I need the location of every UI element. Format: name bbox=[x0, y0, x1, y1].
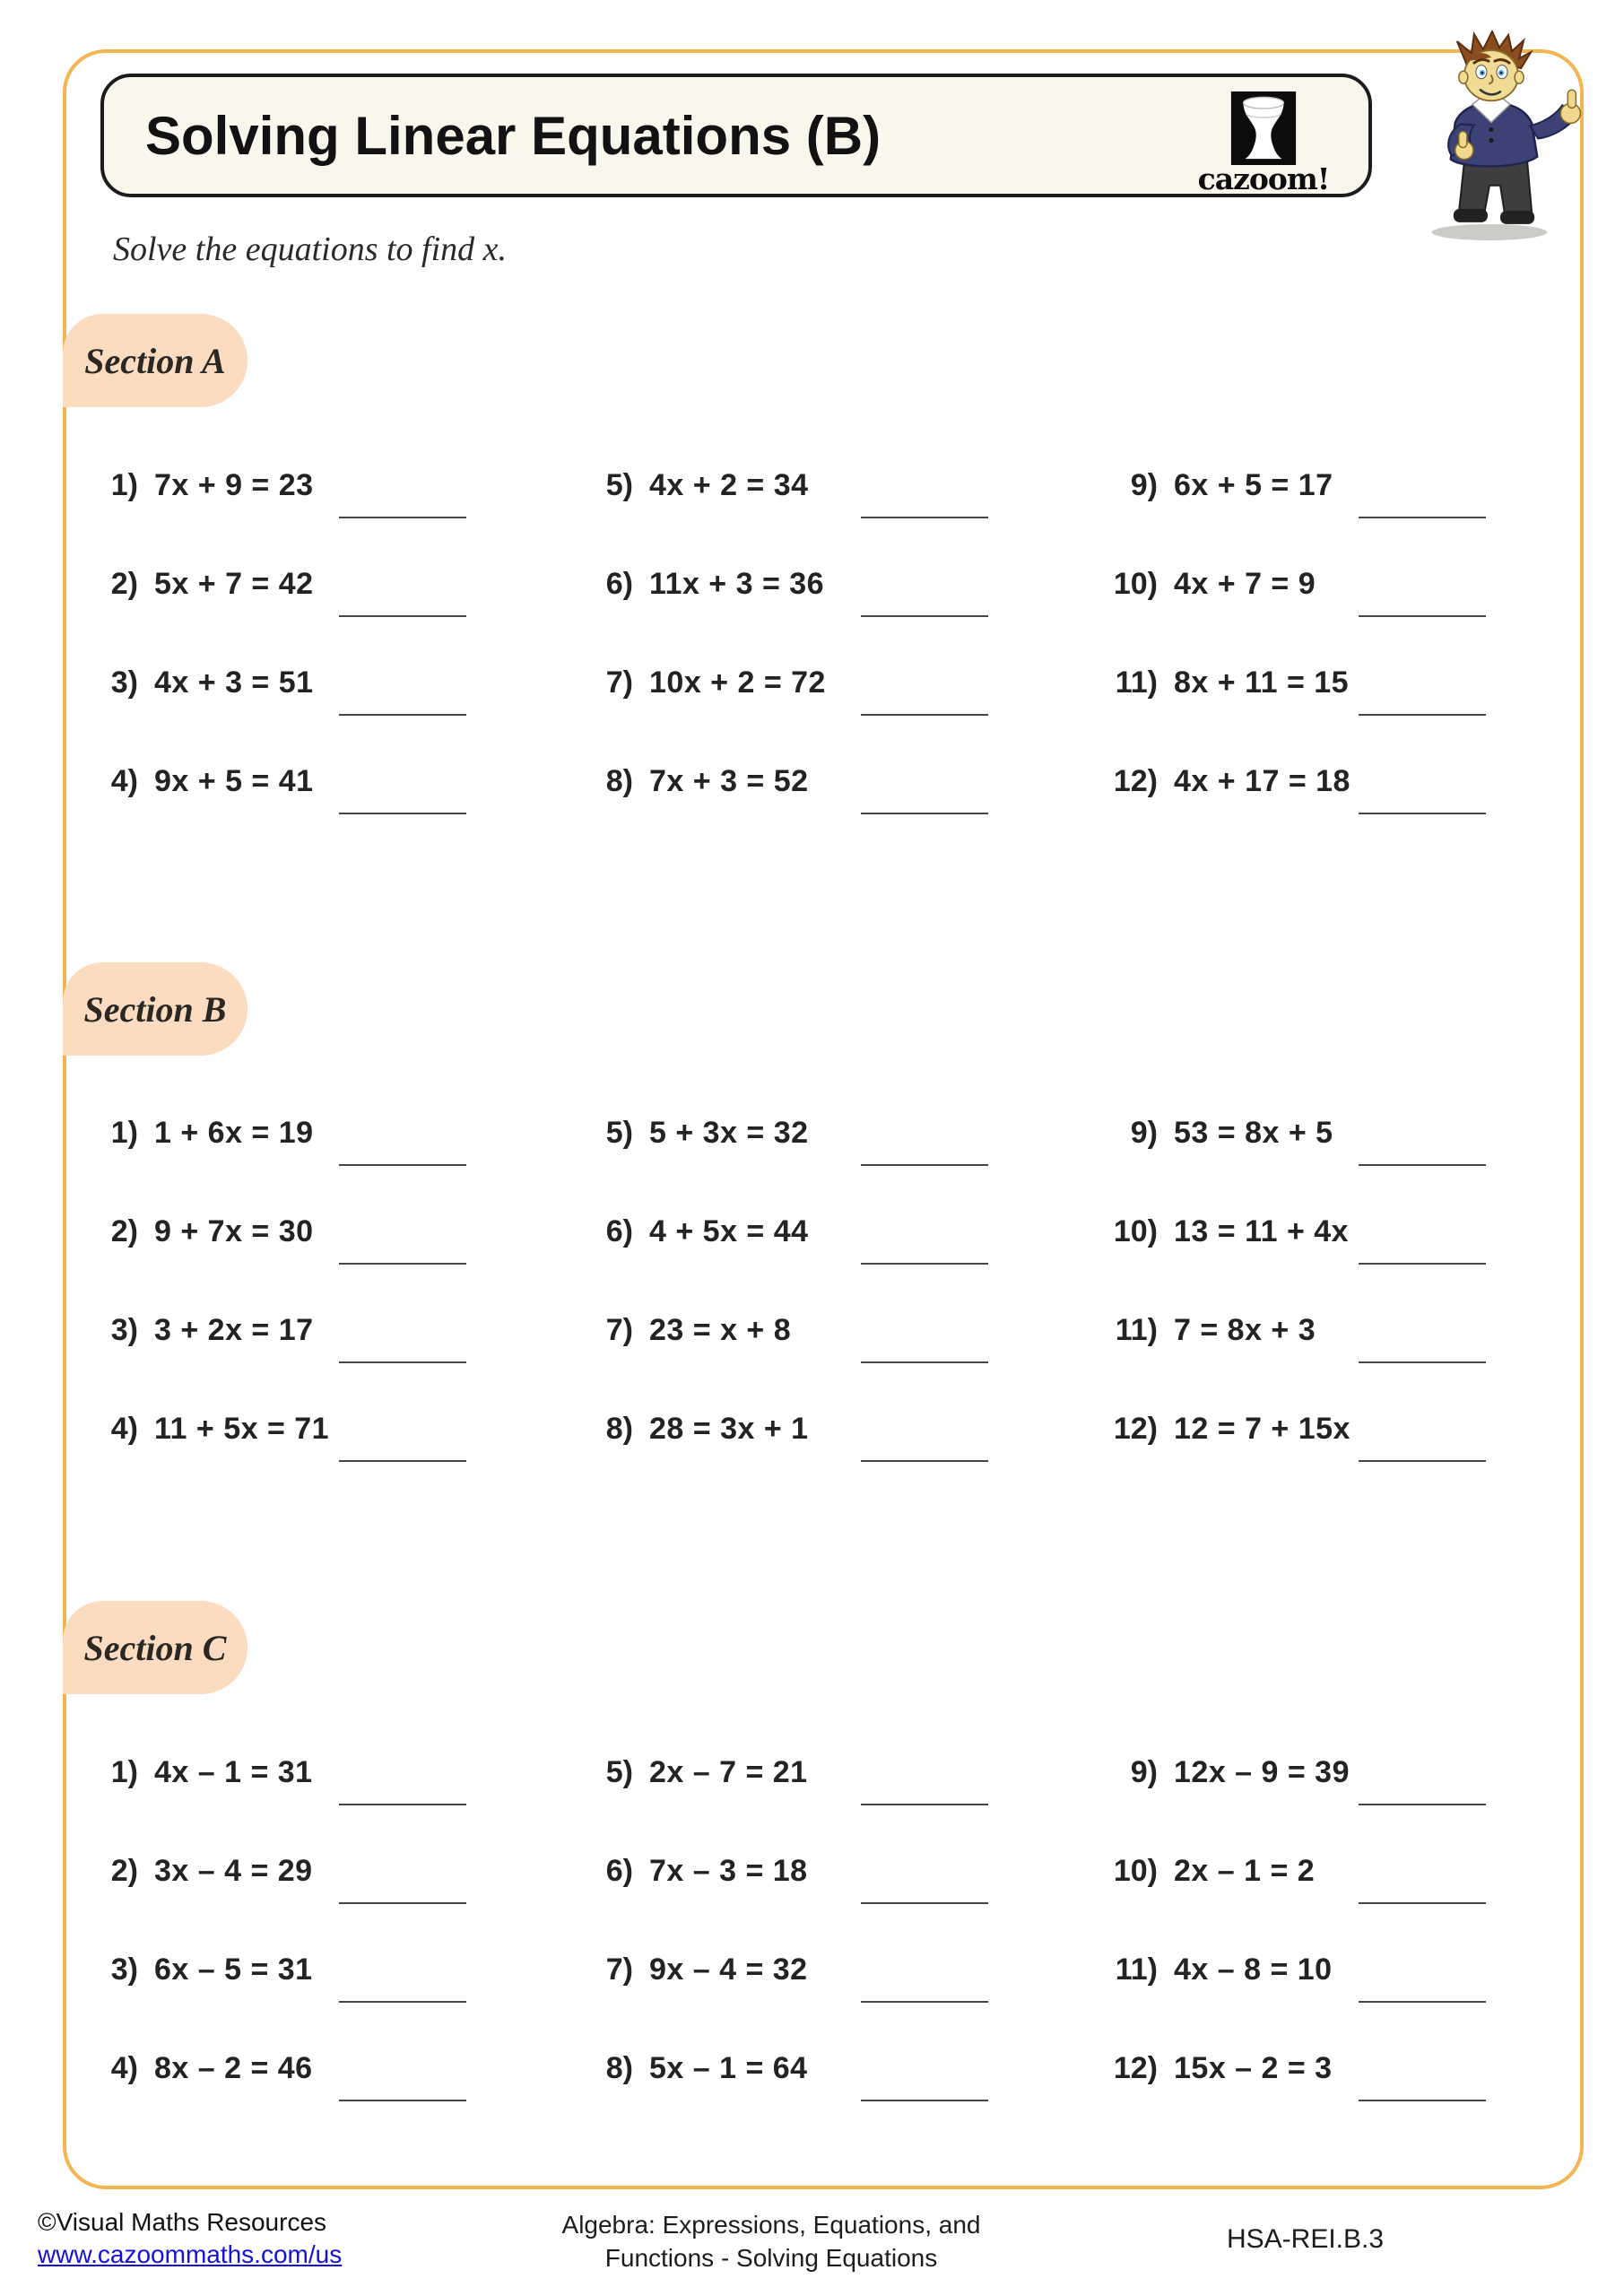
mascot-boy-illustration bbox=[1383, 30, 1612, 242]
instruction-text: Solve the equations to find x. bbox=[113, 230, 508, 268]
problem-item bbox=[1116, 665, 1486, 725]
footer-standard-code: HSA-REI.B.3 bbox=[1227, 2224, 1385, 2254]
equation-text: 8x + 11 = 15 bbox=[1174, 665, 1350, 700]
problem-number: 7) bbox=[605, 1313, 633, 1347]
problem-item bbox=[592, 1854, 988, 1913]
answer-blank[interactable] bbox=[339, 517, 466, 518]
problem-item bbox=[1113, 2051, 1486, 2110]
footer-copyright: ©Visual Maths Resources bbox=[38, 2208, 327, 2236]
problem-item bbox=[1116, 1313, 1486, 1372]
problem-number: 1) bbox=[110, 1755, 138, 1789]
problem-number: 10) bbox=[1113, 1854, 1158, 1888]
answer-blank[interactable] bbox=[1359, 2100, 1486, 2101]
answer-blank[interactable] bbox=[339, 813, 466, 814]
answer-blank[interactable] bbox=[339, 2001, 466, 2003]
problem-number: 3) bbox=[110, 665, 138, 700]
problem-number: 3) bbox=[110, 1952, 138, 1987]
problem-item bbox=[592, 1313, 988, 1372]
equation-text: 5x + 7 = 42 bbox=[154, 567, 314, 601]
equation-text: 3 + 2x = 17 bbox=[154, 1313, 314, 1347]
equation-text: 7x + 3 = 52 bbox=[649, 764, 809, 798]
problem-item bbox=[1116, 468, 1486, 527]
answer-blank[interactable] bbox=[861, 1902, 988, 1904]
answer-blank[interactable] bbox=[1359, 813, 1486, 814]
problem-number: 5) bbox=[605, 468, 633, 502]
equation-text: 10x + 2 = 72 bbox=[649, 665, 826, 700]
answer-blank[interactable] bbox=[861, 1164, 988, 1166]
footer-topic-line2: Functions - Solving Equations bbox=[604, 2244, 938, 2272]
problem-item bbox=[97, 1854, 466, 1913]
equation-text: 4x + 2 = 34 bbox=[649, 468, 809, 502]
equation-text: 4x – 1 = 31 bbox=[154, 1755, 313, 1789]
problem-item bbox=[592, 1952, 988, 2012]
equation-text: 5 + 3x = 32 bbox=[649, 1116, 809, 1150]
problem-item bbox=[1116, 1116, 1486, 1175]
cazoom-logo-text: cazoom! bbox=[1197, 161, 1330, 196]
problem-number: 5) bbox=[605, 1755, 633, 1789]
problem-item bbox=[1116, 1755, 1486, 1814]
equation-text: 4x – 8 = 10 bbox=[1174, 1952, 1333, 1987]
problem-number: 7) bbox=[605, 1952, 633, 1987]
problem-number: 7) bbox=[605, 665, 633, 700]
answer-blank[interactable] bbox=[1359, 1804, 1486, 1805]
section-b-problems bbox=[97, 1116, 1507, 1528]
problem-number: 3) bbox=[110, 1313, 138, 1347]
equation-text: 5x – 1 = 64 bbox=[649, 2051, 808, 2085]
footer-topic-line1: Algebra: Expressions, Equations, and bbox=[561, 2211, 981, 2239]
problem-item bbox=[592, 468, 988, 527]
problem-number: 2) bbox=[110, 1214, 138, 1248]
page-title: Solving Linear Equations (B) bbox=[145, 105, 881, 166]
equation-text: 7x – 3 = 18 bbox=[649, 1854, 808, 1888]
problem-item bbox=[592, 1214, 988, 1274]
equation-text: 15x – 2 = 3 bbox=[1174, 2051, 1333, 2085]
problem-number: 12) bbox=[1113, 2051, 1158, 2085]
answer-blank[interactable] bbox=[861, 1263, 988, 1265]
title-box bbox=[100, 74, 1372, 197]
equation-text: 4x + 3 = 51 bbox=[154, 665, 314, 700]
problem-item bbox=[592, 1116, 988, 1175]
answer-blank[interactable] bbox=[861, 813, 988, 814]
answer-blank[interactable] bbox=[1359, 1263, 1486, 1265]
answer-blank[interactable] bbox=[1359, 1361, 1486, 1363]
problem-number: 12) bbox=[1113, 1412, 1158, 1446]
section-a-badge: Section A bbox=[63, 314, 248, 407]
equation-text: 13 = 11 + 4x bbox=[1174, 1214, 1350, 1248]
equation-text: 3x – 4 = 29 bbox=[154, 1854, 313, 1888]
problem-item bbox=[592, 764, 988, 823]
problem-item bbox=[1113, 567, 1486, 626]
problem-item bbox=[97, 1755, 466, 1814]
answer-blank[interactable] bbox=[339, 1804, 466, 1805]
answer-blank[interactable] bbox=[339, 1164, 466, 1166]
answer-blank[interactable] bbox=[339, 2100, 466, 2101]
problem-number: 10) bbox=[1113, 1214, 1158, 1248]
problem-number: 11) bbox=[1115, 1313, 1158, 1347]
problem-number: 9) bbox=[1130, 1116, 1158, 1150]
equation-text: 6x – 5 = 31 bbox=[154, 1952, 313, 1987]
answer-blank[interactable] bbox=[339, 1460, 466, 1462]
answer-blank[interactable] bbox=[339, 714, 466, 716]
problem-number: 6) bbox=[605, 1214, 633, 1248]
section-c-problems bbox=[97, 1755, 1507, 2168]
problem-item bbox=[592, 1755, 988, 1814]
problem-item bbox=[97, 1116, 466, 1175]
answer-blank[interactable] bbox=[861, 1804, 988, 1805]
answer-blank[interactable] bbox=[861, 2001, 988, 2003]
equation-text: 8x – 2 = 46 bbox=[154, 2051, 313, 2085]
answer-blank[interactable] bbox=[339, 1263, 466, 1265]
problem-item bbox=[1116, 1952, 1486, 2012]
equation-text: 28 = 3x + 1 bbox=[649, 1412, 809, 1446]
problem-number: 2) bbox=[110, 567, 138, 601]
equation-text: 2x – 1 = 2 bbox=[1174, 1854, 1316, 1888]
problem-number: 6) bbox=[605, 1854, 633, 1888]
problem-item bbox=[592, 567, 988, 626]
problem-item bbox=[97, 764, 466, 823]
answer-blank[interactable] bbox=[861, 1460, 988, 1462]
equation-text: 11 + 5x = 71 bbox=[154, 1412, 330, 1446]
answer-blank[interactable] bbox=[861, 517, 988, 518]
problem-number: 4) bbox=[110, 764, 138, 798]
problem-number: 6) bbox=[605, 567, 633, 601]
problem-item bbox=[97, 1952, 466, 2012]
equation-text: 6x + 5 = 17 bbox=[1174, 468, 1333, 502]
problem-number: 5) bbox=[605, 1116, 633, 1150]
answer-blank[interactable] bbox=[861, 2100, 988, 2101]
answer-blank[interactable] bbox=[339, 1361, 466, 1363]
equation-text: 4 + 5x = 44 bbox=[649, 1214, 809, 1248]
problem-item bbox=[592, 1412, 988, 1471]
problem-item bbox=[97, 1412, 466, 1471]
problem-number: 4) bbox=[110, 1412, 138, 1446]
answer-blank[interactable] bbox=[339, 1902, 466, 1904]
answer-blank[interactable] bbox=[1359, 517, 1486, 518]
problem-number: 1) bbox=[110, 468, 138, 502]
problem-number: 12) bbox=[1113, 764, 1158, 798]
problem-item bbox=[1113, 1854, 1486, 1913]
equation-text: 7x + 9 = 23 bbox=[154, 468, 314, 502]
answer-blank[interactable] bbox=[1359, 1902, 1486, 1904]
problem-number: 2) bbox=[110, 1854, 138, 1888]
equation-text: 1 + 6x = 19 bbox=[154, 1116, 314, 1150]
problem-item bbox=[97, 2051, 466, 2110]
footer-website-link[interactable]: www.cazoommaths.com/us bbox=[38, 2240, 343, 2268]
section-b-badge: Section B bbox=[63, 962, 248, 1056]
problem-number: 9) bbox=[1130, 1755, 1158, 1789]
equation-text: 11x + 3 = 36 bbox=[649, 567, 825, 601]
problem-number: 9) bbox=[1130, 468, 1158, 502]
djembe-drum-icon bbox=[1230, 91, 1297, 165]
equation-text: 9x – 4 = 32 bbox=[649, 1952, 808, 1987]
answer-blank[interactable] bbox=[1359, 615, 1486, 617]
problem-item bbox=[97, 665, 466, 725]
problem-item bbox=[97, 468, 466, 527]
problem-number: 8) bbox=[605, 1412, 633, 1446]
problem-number: 10) bbox=[1113, 567, 1158, 601]
problem-item bbox=[1113, 1412, 1486, 1471]
footer-topic bbox=[377, 2208, 1166, 2274]
problem-number: 1) bbox=[110, 1116, 138, 1150]
equation-text: 23 = x + 8 bbox=[649, 1313, 792, 1347]
problem-item bbox=[592, 2051, 988, 2110]
answer-blank[interactable] bbox=[1359, 2001, 1486, 2003]
section-a-problems bbox=[97, 468, 1507, 881]
problem-number: 4) bbox=[110, 2051, 138, 2085]
equation-text: 12 = 7 + 15x bbox=[1174, 1412, 1350, 1446]
answer-blank[interactable] bbox=[1359, 714, 1486, 716]
answer-blank[interactable] bbox=[861, 615, 988, 617]
equation-text: 9x + 5 = 41 bbox=[154, 764, 314, 798]
problem-item bbox=[592, 665, 988, 725]
equation-text: 2x – 7 = 21 bbox=[649, 1755, 808, 1789]
answer-blank[interactable] bbox=[861, 714, 988, 716]
equation-text: 12x – 9 = 39 bbox=[1174, 1755, 1350, 1789]
problem-item bbox=[1113, 764, 1486, 823]
answer-blank[interactable] bbox=[1359, 1460, 1486, 1462]
problem-item bbox=[1113, 1214, 1486, 1274]
equation-text: 4x + 7 = 9 bbox=[1174, 567, 1316, 601]
equation-text: 7 = 8x + 3 bbox=[1174, 1313, 1316, 1347]
problem-item bbox=[97, 567, 466, 626]
answer-blank[interactable] bbox=[861, 1361, 988, 1363]
problem-item bbox=[97, 1313, 466, 1372]
problem-number: 11) bbox=[1115, 665, 1158, 700]
problem-number: 8) bbox=[605, 2051, 633, 2085]
section-c-badge: Section C bbox=[63, 1601, 248, 1694]
problem-item bbox=[97, 1214, 466, 1274]
cazoom-logo bbox=[1196, 91, 1331, 196]
equation-text: 53 = 8x + 5 bbox=[1174, 1116, 1333, 1150]
problem-number: 8) bbox=[605, 764, 633, 798]
answer-blank[interactable] bbox=[339, 615, 466, 617]
answer-blank[interactable] bbox=[1359, 1164, 1486, 1166]
equation-text: 9 + 7x = 30 bbox=[154, 1214, 314, 1248]
equation-text: 4x + 17 = 18 bbox=[1174, 764, 1350, 798]
problem-number: 11) bbox=[1115, 1952, 1158, 1987]
